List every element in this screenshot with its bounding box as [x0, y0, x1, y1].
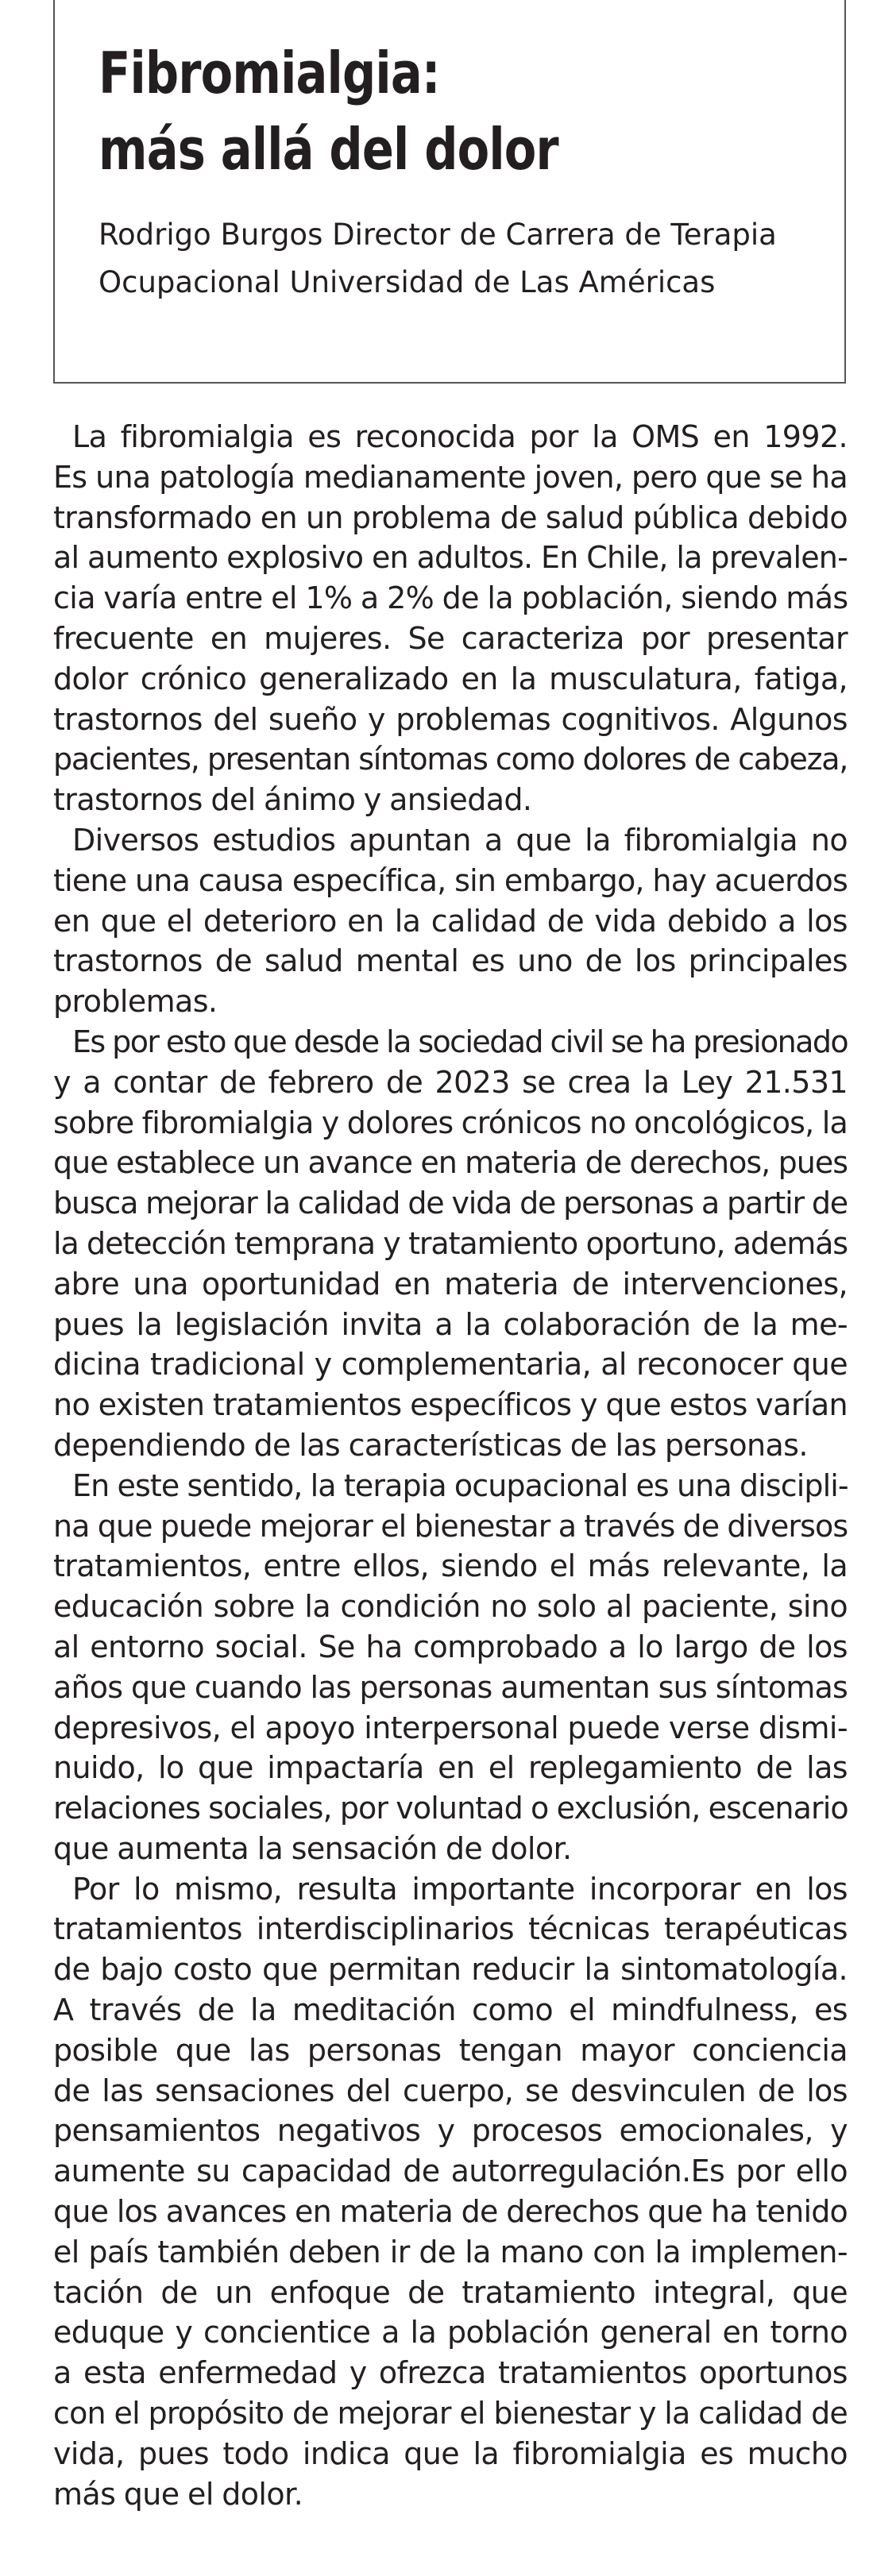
body-line: que los avances en materia de derechos que ha tenido: [53, 2194, 848, 2230]
body-line: tratamientos, entre ellos, siendo el más relevante, la: [53, 1548, 848, 1584]
body-line: pues la legislación invita a la colaboración de la me-: [53, 1306, 848, 1342]
body-line: de bajo costo que permitan reducir la sintomatología.: [53, 1952, 848, 1988]
body-line: nuido, lo que impactaría en el replegamiento de las: [53, 1750, 848, 1786]
body-line: con el propósito de mejorar el bienestar y la calidad de: [53, 2396, 848, 2431]
body-line: que establece un avance en materia de derechos, pues: [53, 1145, 848, 1181]
body-line: La fibromialgia es reconocida por la OMS en 1992.: [72, 419, 848, 454]
body-line: busca mejorar la calidad de vida de personas a partir de: [53, 1186, 848, 1221]
author-byline-line: Rodrigo Burgos Director de Carrera de Terapia: [98, 218, 777, 252]
body-line: cia varía entre el 1% a 2% de la población, siendo más: [53, 580, 848, 616]
body-line: En este sentido, la terapia ocupacional es una discipli-: [72, 1467, 848, 1503]
body-line: educación sobre la condición no solo al paciente, sino: [53, 1589, 848, 1625]
body-line: A través de la meditación como el mindfulness, es: [53, 1992, 848, 2028]
body-line: años que cuando las personas aumentan sus síntomas: [53, 1669, 848, 1705]
body-line: tación de un enfoque de tratamiento integral, que: [53, 2274, 848, 2310]
article-title: [98, 35, 558, 187]
body-line: pacientes, presentan síntomas como dolores de cabeza,: [53, 742, 848, 777]
article-title-line: más allá del dolor: [98, 116, 558, 183]
body-line: vida, pues todo indica que la fibromialgia es mucho: [53, 2435, 848, 2471]
body-line: trastornos de salud mental es uno de los principales: [53, 943, 848, 979]
body-line: en que el deterioro en la calidad de vida debido a los: [53, 903, 848, 939]
body-line: tiene una causa específica, sin embargo, hay acuerdos: [53, 862, 848, 898]
body-line: y a contar de febrero de 2023 se crea la Ley 21.531: [53, 1064, 848, 1100]
body-line: el país también deben ir de la mano con la implemen-: [53, 2234, 848, 2269]
body-line: Diversos estudios apuntan a que la fibromialgia no: [72, 822, 848, 858]
body-line: dicina tradicional y complementaria, al reconocer que: [53, 1347, 848, 1382]
body-line: dolor crónico generalizado en la musculatura, fatiga,: [53, 661, 848, 696]
article-body: [53, 417, 848, 2514]
body-line: frecuente en mujeres. Se caracteriza por presentar: [53, 620, 848, 656]
body-line: Es una patología medianamente joven, pero que se ha: [53, 459, 848, 495]
body-line: que aumenta la sensación de dolor.: [53, 1830, 572, 1866]
body-line: de las sensaciones del cuerpo, se desvinculen de los: [53, 2073, 848, 2108]
body-line: posible que las personas tengan mayor conciencia: [53, 2032, 848, 2068]
body-line: al aumento explosivo en adultos. En Chile, la prevalen-: [53, 540, 848, 576]
author-byline: [98, 211, 777, 307]
body-line: no existen tratamientos específicos y que estos varían: [53, 1387, 848, 1423]
body-line: tratamientos interdisciplinarios técnicas terapéuticas: [53, 1911, 848, 1947]
body-line: Es por esto que desde la sociedad civil se ha presionado: [72, 1024, 848, 1059]
body-line: pensamientos negativos y procesos emocionales, y: [53, 2113, 848, 2149]
body-line: sobre fibromialgia y dolores crónicos no oncológicos, la: [53, 1105, 848, 1140]
body-line: al entorno social. Se ha comprobado a lo largo de los: [53, 1629, 848, 1664]
body-line: dependiendo de las características de las personas.: [53, 1427, 808, 1463]
body-line: más que el dolor.: [53, 2476, 303, 2512]
body-line: la detección temprana y tratamiento oportuno, además: [53, 1225, 848, 1261]
body-line: eduque y concientice a la población general en torno: [53, 2315, 848, 2350]
body-line: trastornos del sueño y problemas cognitivos. Algunos: [53, 701, 848, 737]
body-line: aumente su capacidad de autorregulación.Es por ello: [53, 2154, 848, 2189]
body-line: Por lo mismo, resulta importante incorporar en los: [72, 1871, 848, 1907]
article-title-line: Fibromialgia:: [98, 40, 440, 106]
header-box: [53, 0, 846, 384]
author-byline-line: Ocupacional Universidad de Las Américas: [98, 265, 716, 299]
body-line: problemas.: [53, 984, 218, 1020]
body-line: abre una oportunidad en materia de intervenciones,: [53, 1266, 848, 1301]
body-line: relaciones sociales, por voluntad o exclusión, escenario: [53, 1791, 848, 1826]
body-line: depresivos, el apoyo interpersonal puede verse dismi-: [53, 1710, 848, 1745]
body-line: trastornos del ánimo y ansiedad.: [53, 782, 532, 818]
body-line: transformado en un problema de salud pública debido: [53, 499, 848, 535]
body-line: na que puede mejorar el bienestar a través de diversos: [53, 1508, 848, 1544]
body-line: a esta enfermedad y ofrezca tratamientos oportunos: [53, 2355, 848, 2391]
